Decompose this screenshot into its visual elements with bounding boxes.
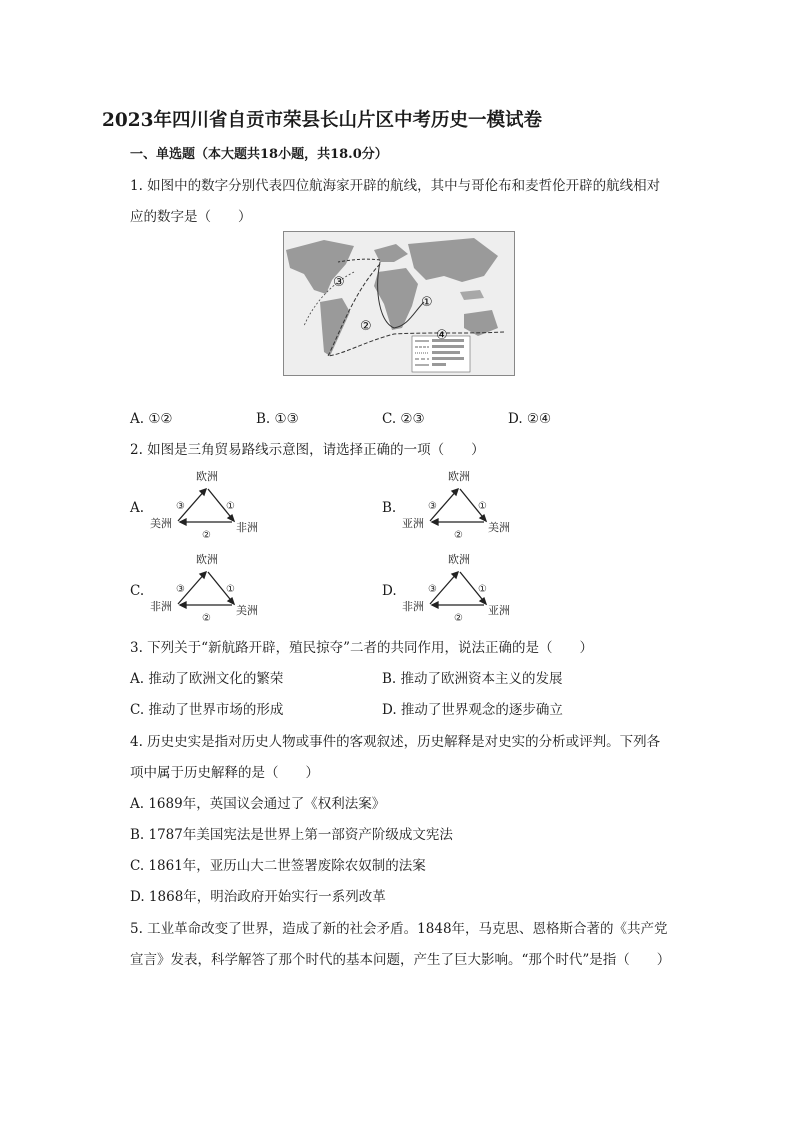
node-top: 欧洲 [448, 553, 470, 566]
page-title: 2023年四川省自贡市荣县长山片区中考历史一模试卷 [102, 110, 542, 131]
triangle-diagram-a[interactable] [150, 467, 266, 539]
question-4-stem-line1: 4. 历史史实是指对历史人物或事件的客观叙述，历史解释是对史实的分析或评判。下列各 [130, 734, 661, 750]
edge-label-1: ① [478, 501, 487, 512]
edge-label-3: ③ [428, 501, 437, 512]
question-5-stem-line1: 5. 工业革命改变了世界，造成了新的社会矛盾。1848年，马克思、恩格斯合著的《共产党 [130, 921, 668, 937]
question-4-stem-line2: 项中属于历史解释的是（ ） [130, 765, 319, 781]
edge-label-1: ① [226, 501, 235, 512]
q2-option-c-letter[interactable]: C. [130, 583, 145, 599]
q1-option-c[interactable]: C. ②③ [382, 411, 425, 427]
question-1-stem-line2: 应的数字是（ ） [130, 209, 252, 225]
question-2-stem: 2. 如图是三角贸易路线示意图，请选择正确的一项（ ） [130, 442, 485, 458]
q1-option-d[interactable]: D. ②④ [508, 411, 552, 427]
section-heading: 一、单选题（本大题共18小题，共18.0分） [130, 147, 388, 162]
node-right: 美洲 [236, 604, 258, 617]
triangle-diagram-d[interactable] [402, 550, 518, 622]
q3-option-d[interactable]: D. 推动了世界观念的逐步确立 [382, 702, 563, 718]
node-left: 亚洲 [402, 517, 424, 530]
edge-label-1: ① [478, 584, 487, 595]
q4-option-c[interactable]: C. 1861年，亚历山大二世签署废除农奴制的法案 [130, 858, 426, 874]
route-label-1: ② [360, 319, 372, 334]
world-map-image [283, 231, 515, 376]
edge-label-2: ② [202, 530, 211, 539]
edge-label-2: ② [454, 530, 463, 539]
node-right: 非洲 [236, 521, 258, 534]
edge-label-2: ② [202, 613, 211, 622]
q4-option-d[interactable]: D. 1868年，明治政府开始实行一系列改革 [130, 889, 386, 905]
q2-option-a-letter[interactable]: A. [130, 500, 145, 516]
route-label-4: ④ [436, 328, 448, 343]
node-left: 非洲 [150, 600, 172, 613]
node-top: 欧洲 [196, 553, 218, 566]
node-right: 美洲 [488, 521, 510, 534]
route-label-2: ③ [333, 275, 345, 290]
route-label-3: ① [421, 295, 433, 310]
q3-option-c[interactable]: C. 推动了世界市场的形成 [130, 702, 284, 718]
edge-label-3: ③ [176, 501, 185, 512]
edge-label-3: ③ [176, 584, 185, 595]
question-5-stem-line2: 宣言》发表，科学解答了那个时代的基本问题，产生了巨大影响。“那个时代”是指（ ） [130, 952, 671, 968]
triangle-diagram-b[interactable] [402, 467, 518, 539]
q3-option-b[interactable]: B. 推动了欧洲资本主义的发展 [382, 671, 563, 687]
node-left: 非洲 [402, 600, 424, 613]
triangle-diagram-c[interactable] [150, 550, 266, 622]
question-3-stem: 3. 下列关于“新航路开辟，殖民掠夺”二者的共同作用，说法正确的是（ ） [130, 640, 593, 656]
q3-option-a[interactable]: A. 推动了欧洲文化的繁荣 [130, 671, 284, 687]
edge-label-1: ① [226, 584, 235, 595]
q4-option-a[interactable]: A. 1689年，英国议会通过了《权利法案》 [130, 796, 386, 812]
q2-option-b-letter[interactable]: B. [382, 500, 397, 516]
edge-label-3: ③ [428, 584, 437, 595]
node-top: 欧洲 [448, 470, 470, 483]
q1-option-a[interactable]: A. ①② [130, 411, 173, 427]
q2-option-d-letter[interactable]: D. [382, 583, 397, 599]
question-1-stem-line1: 1. 如图中的数字分别代表四位航海家开辟的航线，其中与哥伦布和麦哲伦开辟的航线相对 [130, 178, 661, 194]
node-right: 亚洲 [488, 604, 510, 617]
node-top: 欧洲 [196, 470, 218, 483]
q4-option-b[interactable]: B. 1787年美国宪法是世界上第一部资产阶级成文宪法 [130, 827, 453, 843]
node-left: 美洲 [150, 517, 172, 530]
edge-label-2: ② [454, 613, 463, 622]
q1-option-b[interactable]: B. ①③ [256, 411, 299, 427]
